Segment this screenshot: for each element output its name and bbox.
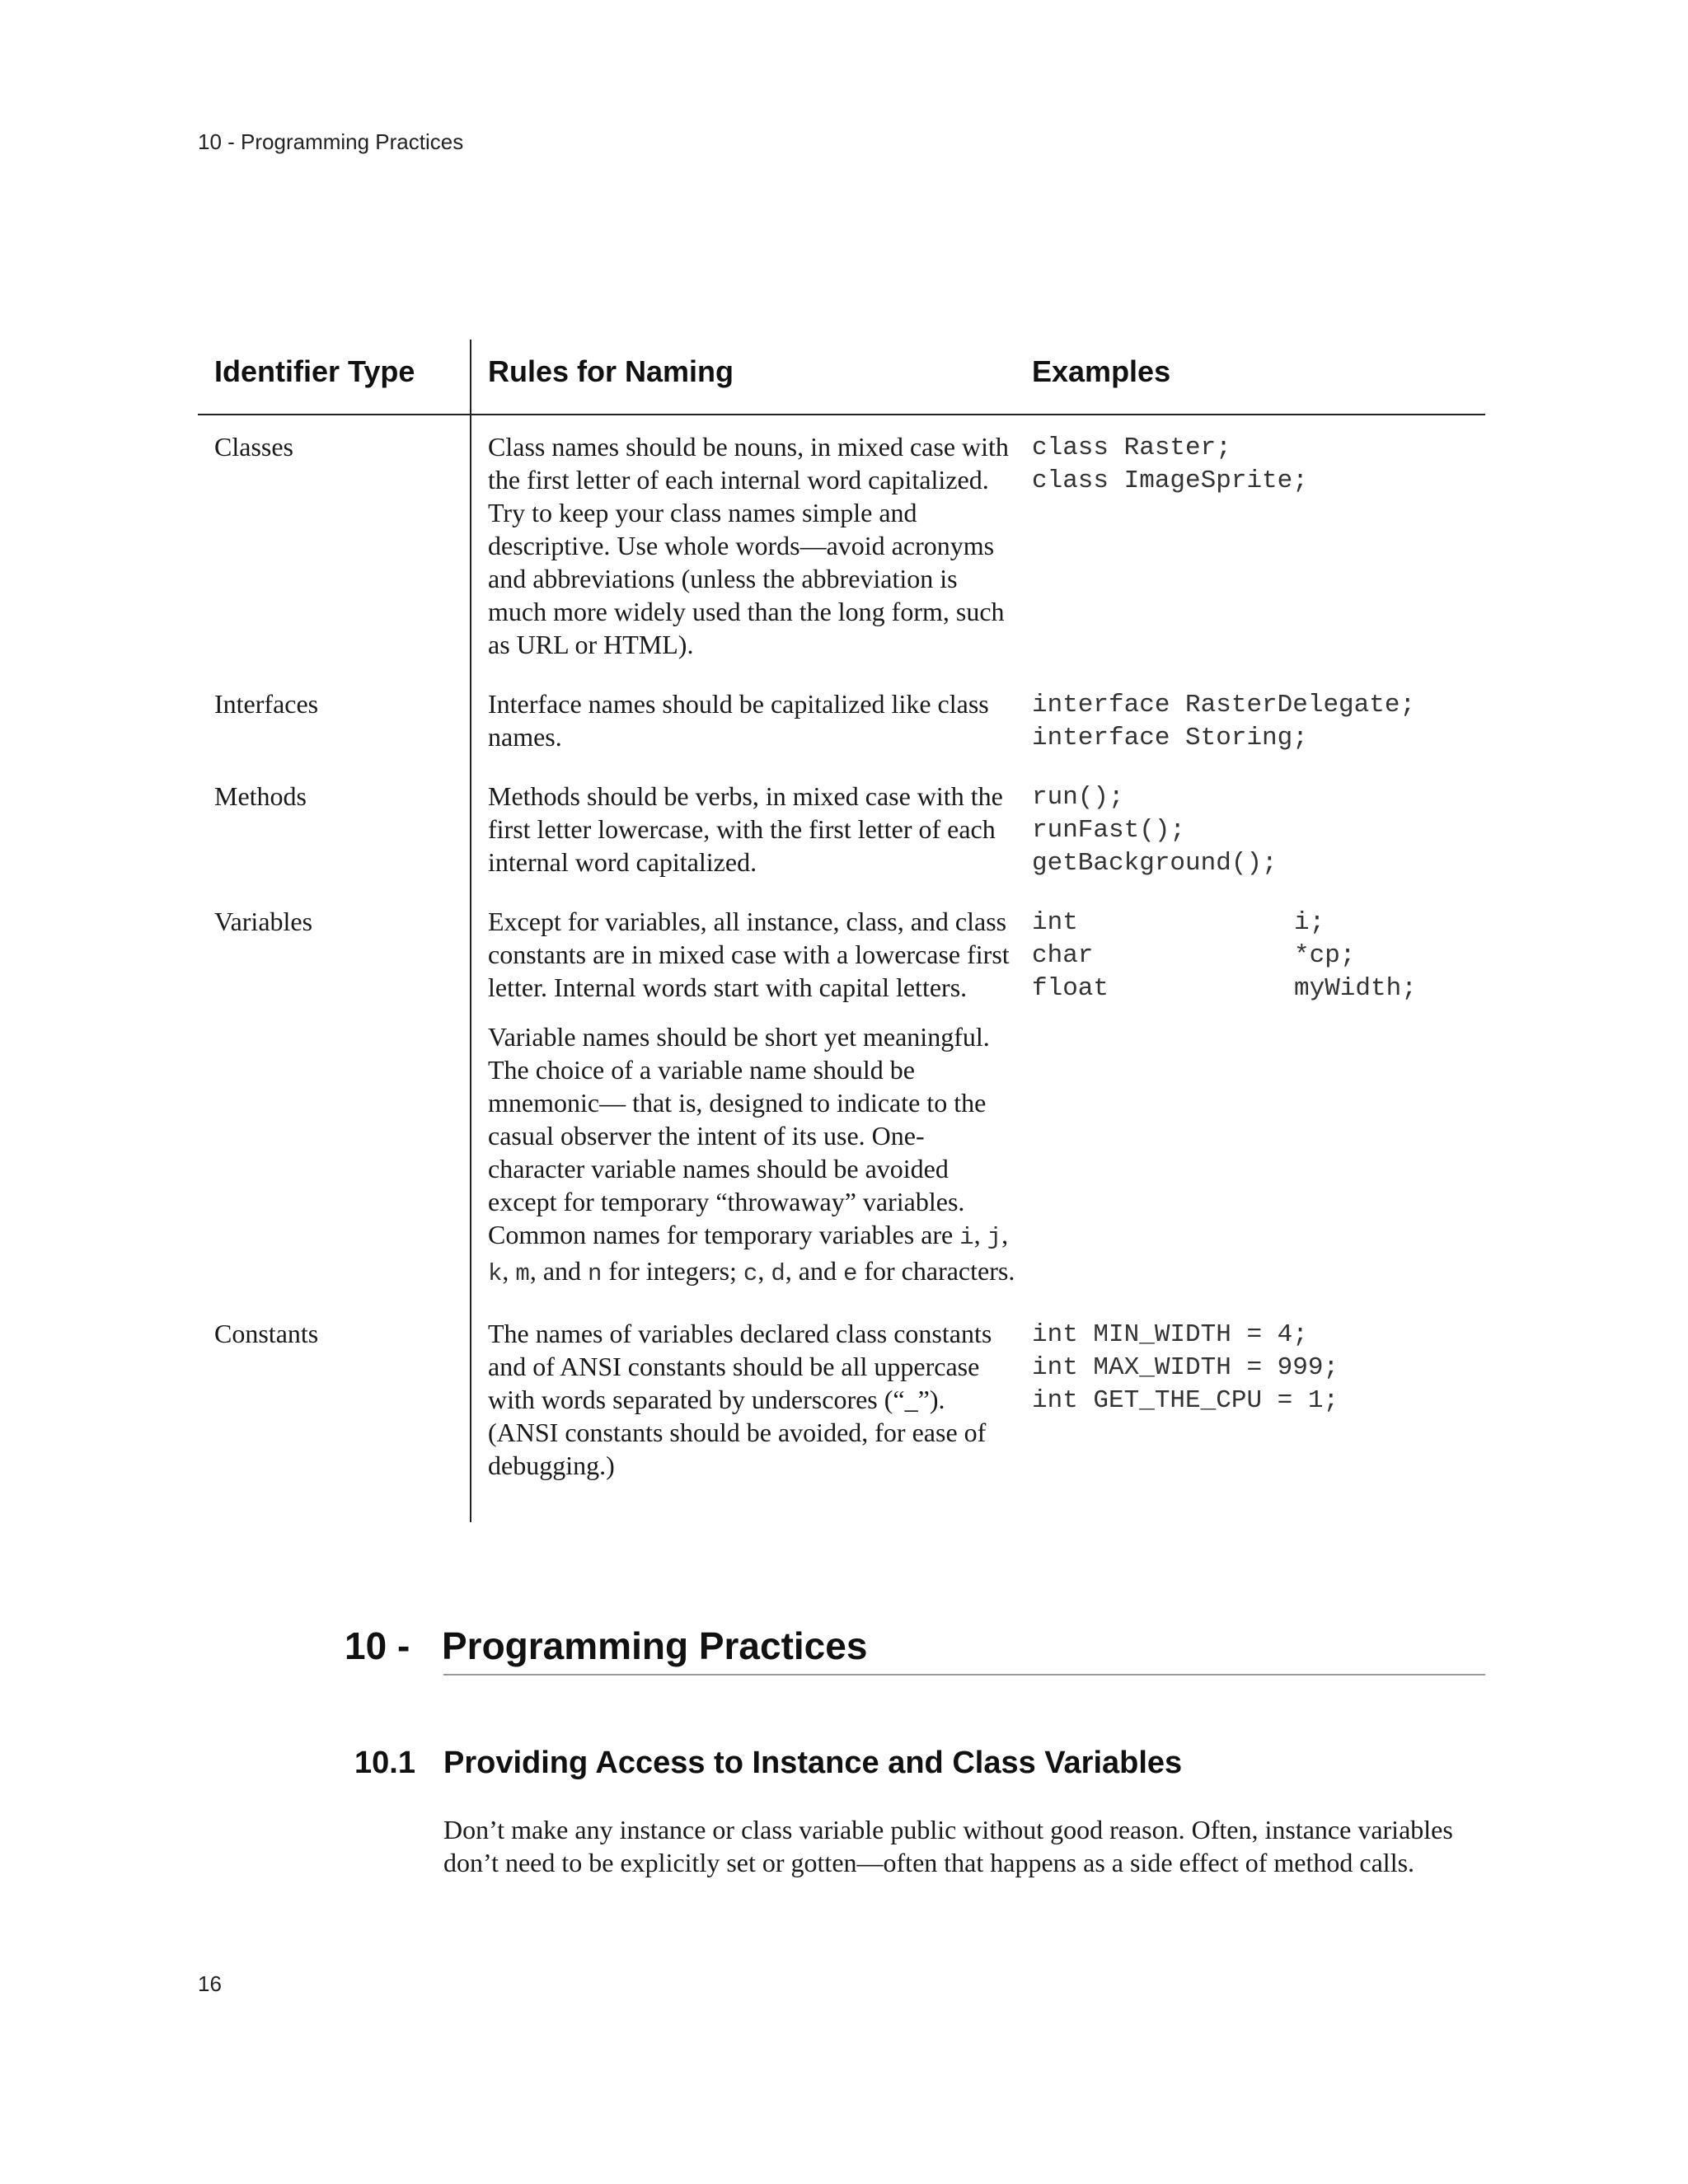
example-name: *cp;	[1294, 941, 1356, 970]
inline-code: k	[488, 1260, 503, 1287]
code-example: interface RasterDelegate;	[1032, 691, 1416, 719]
table-row-variables	[198, 905, 1485, 1291]
section-title: Providing Access to Instance and Class Variables	[443, 1746, 1183, 1780]
inline-code: c	[743, 1260, 758, 1287]
example-type: float	[1032, 974, 1109, 1003]
examples-cell	[1032, 432, 1308, 498]
rule-paragraph: Class names should be nouns, in mixed case with the first letter of each internal word capitalized. Try to keep your class names simple and descriptive. Use whole words—avoid acronyms and abbreviations (unless the abbreviation is much more widely used than the long form, such as URL or HTML).	[488, 432, 1009, 659]
identifier-type: Interfaces	[214, 689, 319, 719]
naming-conventions-table	[198, 340, 1485, 1482]
table-row-methods	[198, 780, 1485, 879]
rule-paragraph: Variable names should be short yet meaningful. The choice of a variable name should be mnemonic— that is, designed to indicate to the casual observer the intent of its use. One-character variable names should be avoided except for temporary “throwaway” variables. Common names for temporary variables are i, j, k, m, and n for integers; c, d, and e for characters.	[488, 1022, 1015, 1287]
naming-rule	[488, 1317, 1015, 1482]
rule-paragraph: Methods should be verbs, in mixed case with the first letter lowercase, with the first letter of each internal word capitalized.	[488, 781, 1003, 877]
rule-paragraph: Interface names should be capitalized like class names.	[488, 689, 989, 752]
rule-paragraph: The names of variables declared class constants and of ANSI constants should be all uppercase with words separated by underscores (“_”). (ANSI constants should be avoided, for ease of debugging.)	[488, 1319, 992, 1480]
identifier-type: Methods	[214, 781, 307, 811]
code-example: run();	[1032, 783, 1124, 812]
section-body: Don’t make any instance or class variable public without good reason. Often, instance variables don’t need to be explicitly set or gotten—often that happens as a side effect of method calls.	[443, 1815, 1453, 1877]
rule-text: Variable names should be short yet meaningful. The choice of a variable name should be mnemonic— that is, designed to indicate to the casual observer the intent of its use. One-character variable names should be avoided except for temporary “throwaway” variables. Common names for temporary variables are	[488, 1022, 990, 1249]
code-example	[1032, 907, 1417, 940]
table-row-interfaces	[198, 687, 1485, 753]
running-header: 10 - Programming Practices	[198, 129, 464, 154]
table-row-classes	[198, 430, 1485, 661]
column-header-rules: Rules for Naming	[488, 354, 734, 388]
table-header-row	[198, 340, 1485, 415]
inline-code: e	[842, 1260, 858, 1287]
column-header-examples: Examples	[1032, 354, 1171, 388]
example-name: myWidth;	[1294, 974, 1417, 1003]
naming-rule	[488, 687, 1015, 753]
code-example: getBackground();	[1032, 849, 1278, 878]
code-example: int GET_THE_CPU = 1;	[1032, 1386, 1339, 1415]
identifier-type: Constants	[214, 1319, 319, 1348]
chapter-number: 10 -	[345, 1624, 410, 1667]
code-example: interface Storing;	[1032, 724, 1308, 752]
page-number: 16	[198, 1971, 222, 1996]
code-example: int MAX_WIDTH = 999;	[1032, 1353, 1339, 1382]
code-example	[1032, 940, 1417, 972]
inline-code: i	[959, 1224, 974, 1251]
code-example: int MIN_WIDTH = 4;	[1032, 1320, 1308, 1349]
inline-code-n: n	[588, 1260, 603, 1287]
inline-code: m	[515, 1260, 530, 1287]
example-name: i;	[1294, 908, 1325, 937]
rule-text: for integers;	[602, 1256, 743, 1286]
code-example	[1032, 972, 1417, 1005]
naming-rule	[488, 430, 1015, 661]
chapter-underline	[443, 1674, 1485, 1675]
table-row-constants	[198, 1317, 1485, 1482]
rule-text: for characters.	[857, 1256, 1015, 1286]
examples-cell	[1032, 689, 1415, 755]
example-type: char	[1032, 941, 1094, 970]
inline-code: d	[771, 1260, 785, 1287]
examples-cell	[1032, 907, 1417, 1005]
code-example: class ImageSprite;	[1032, 466, 1308, 495]
example-type: int	[1032, 908, 1078, 937]
section-number: 10.1	[354, 1746, 415, 1780]
column-header-identifier-type: Identifier Type	[214, 354, 415, 388]
naming-rule	[488, 780, 1015, 879]
naming-rule	[488, 905, 1015, 1291]
examples-cell	[1032, 781, 1278, 880]
rule-paragraph: Except for variables, all instance, class, and class constants are in mixed case with a lowercase first letter. Internal words start with capital letters.	[488, 907, 1010, 1002]
code-example: runFast();	[1032, 816, 1186, 845]
inline-code: j	[987, 1224, 1002, 1251]
examples-cell	[1032, 1319, 1339, 1418]
identifier-type: Classes	[214, 432, 293, 462]
code-example: class Raster;	[1032, 434, 1231, 462]
identifier-type: Variables	[214, 907, 313, 936]
chapter-title: Programming Practices	[442, 1624, 868, 1667]
